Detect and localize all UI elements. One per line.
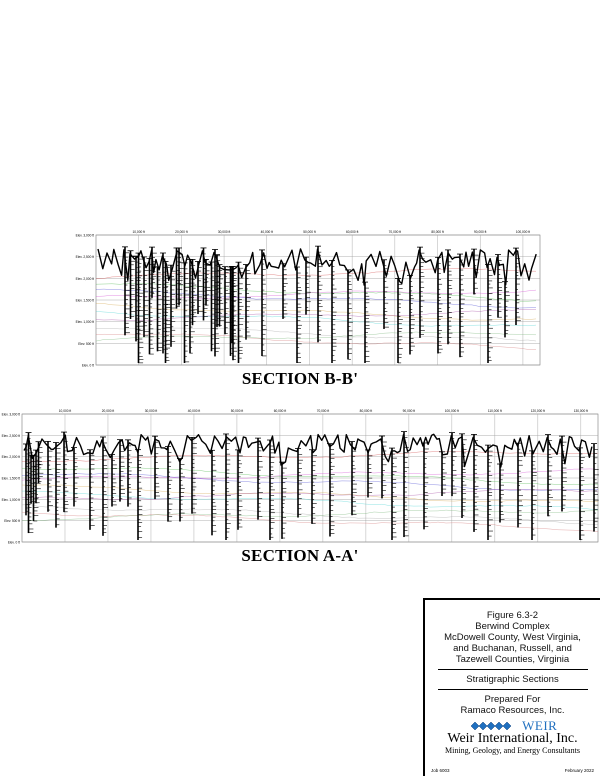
strata-line: [22, 469, 598, 480]
x-axis-label: 110,000 ft: [487, 409, 502, 413]
x-axis-label: 60,000 ft: [273, 409, 287, 413]
divider: [438, 669, 588, 670]
diamond-logo-icon: [468, 721, 518, 731]
x-axis-label: 100,000 ft: [444, 409, 459, 413]
strata-line: [22, 490, 598, 500]
y-axis-label: Elev. 2,500 ft: [75, 255, 94, 260]
section-aa-title: SECTION A-A': [241, 546, 359, 565]
figure-subject: Stratigraphic Sections: [466, 674, 559, 685]
x-axis-label: 80,000 ft: [359, 409, 373, 413]
ground-surface-line: [24, 434, 592, 467]
x-axis-label: 50,000 ft: [303, 230, 316, 234]
strata-line: [22, 505, 598, 525]
x-axis-label: 100,000 ft: [515, 230, 531, 234]
x-axis-label: 20,000 ft: [101, 409, 115, 413]
strata-line: [96, 332, 536, 341]
company-name: Weir International, Inc.: [447, 731, 578, 746]
y-axis-label: Elev. 1,500 ft: [75, 298, 94, 303]
y-axis-label: Elev. 500 ft: [4, 519, 20, 524]
x-axis-label: 70,000 ft: [316, 409, 330, 413]
figure-number: Figure 6.3-2: [486, 610, 539, 621]
x-axis-label: 130,000 ft: [573, 409, 588, 413]
project-name: Berwind Complex: [475, 621, 550, 632]
x-axis-label: 30,000 ft: [144, 409, 158, 413]
location-line-1: McDowell County, West Virginia,: [444, 632, 581, 643]
strata-line: [96, 269, 536, 279]
y-axis-label: Elev. 2,000 ft: [75, 276, 94, 281]
x-axis-label: 80,000 ft: [431, 230, 444, 234]
section-aa-diagram: [0, 404, 600, 546]
strata-line: [22, 512, 598, 531]
strata-line: [96, 289, 536, 308]
section-bb-title: SECTION B-B': [241, 369, 359, 388]
x-axis-label: 90,000 ft: [402, 409, 416, 413]
y-axis-label: Elev. 3,000 ft: [75, 233, 94, 238]
strata-line: [22, 485, 598, 502]
logo-word: WEIR: [522, 718, 558, 733]
weir-logo: [425, 717, 600, 732]
x-axis-label: 10,000 ft: [132, 230, 145, 234]
location-line-2: and Buchanan, Russell, and: [453, 643, 572, 654]
x-axis-label: 50,000 ft: [230, 409, 244, 413]
strata-line: [96, 290, 536, 298]
x-axis-label: 60,000 ft: [345, 230, 359, 234]
company-tagline: Mining, Geology, and Energy Consultants: [445, 746, 580, 755]
y-axis-label: Elev. 1,000 ft: [75, 320, 94, 325]
y-axis-label: Elev. 3,000 ft: [1, 412, 20, 417]
x-axis-label: 20,000 ft: [175, 230, 188, 234]
client-name: Ramaco Resources, Inc.: [460, 705, 565, 716]
x-axis-label: 10,000 ft: [58, 409, 72, 413]
date: February 2022: [564, 768, 594, 773]
title-block: [423, 598, 600, 776]
y-axis-label: Elev. 0 ft: [81, 363, 94, 368]
x-axis-label: 40,000 ft: [260, 230, 273, 234]
y-axis-label: Elev. 1,500 ft: [1, 476, 20, 481]
y-axis-label: Elev. 500 ft: [78, 341, 94, 346]
x-axis-label: 90,000 ft: [474, 230, 487, 234]
y-axis-label: Elev. 2,000 ft: [1, 455, 20, 460]
divider: [438, 689, 588, 690]
strata-line: [96, 310, 536, 321]
job-number: Job 6003: [431, 768, 450, 773]
section-bb-diagram: [0, 225, 600, 373]
strata-line: [22, 473, 598, 490]
y-axis-label: Elev. 2,500 ft: [1, 433, 20, 438]
y-axis-label: Elev. 0 ft: [7, 540, 20, 545]
x-axis-label: 70,000 ft: [388, 230, 402, 234]
x-axis-label: 120,000 ft: [530, 409, 545, 413]
x-axis-label: 40,000 ft: [187, 409, 201, 413]
location-line-3: Tazewell Counties, Virginia: [455, 654, 570, 665]
strata-line: [96, 328, 536, 341]
prepared-for-label: Prepared For: [484, 694, 541, 705]
y-axis-label: Elev. 1,000 ft: [1, 497, 20, 502]
x-axis-label: 30,000 ft: [217, 230, 231, 234]
